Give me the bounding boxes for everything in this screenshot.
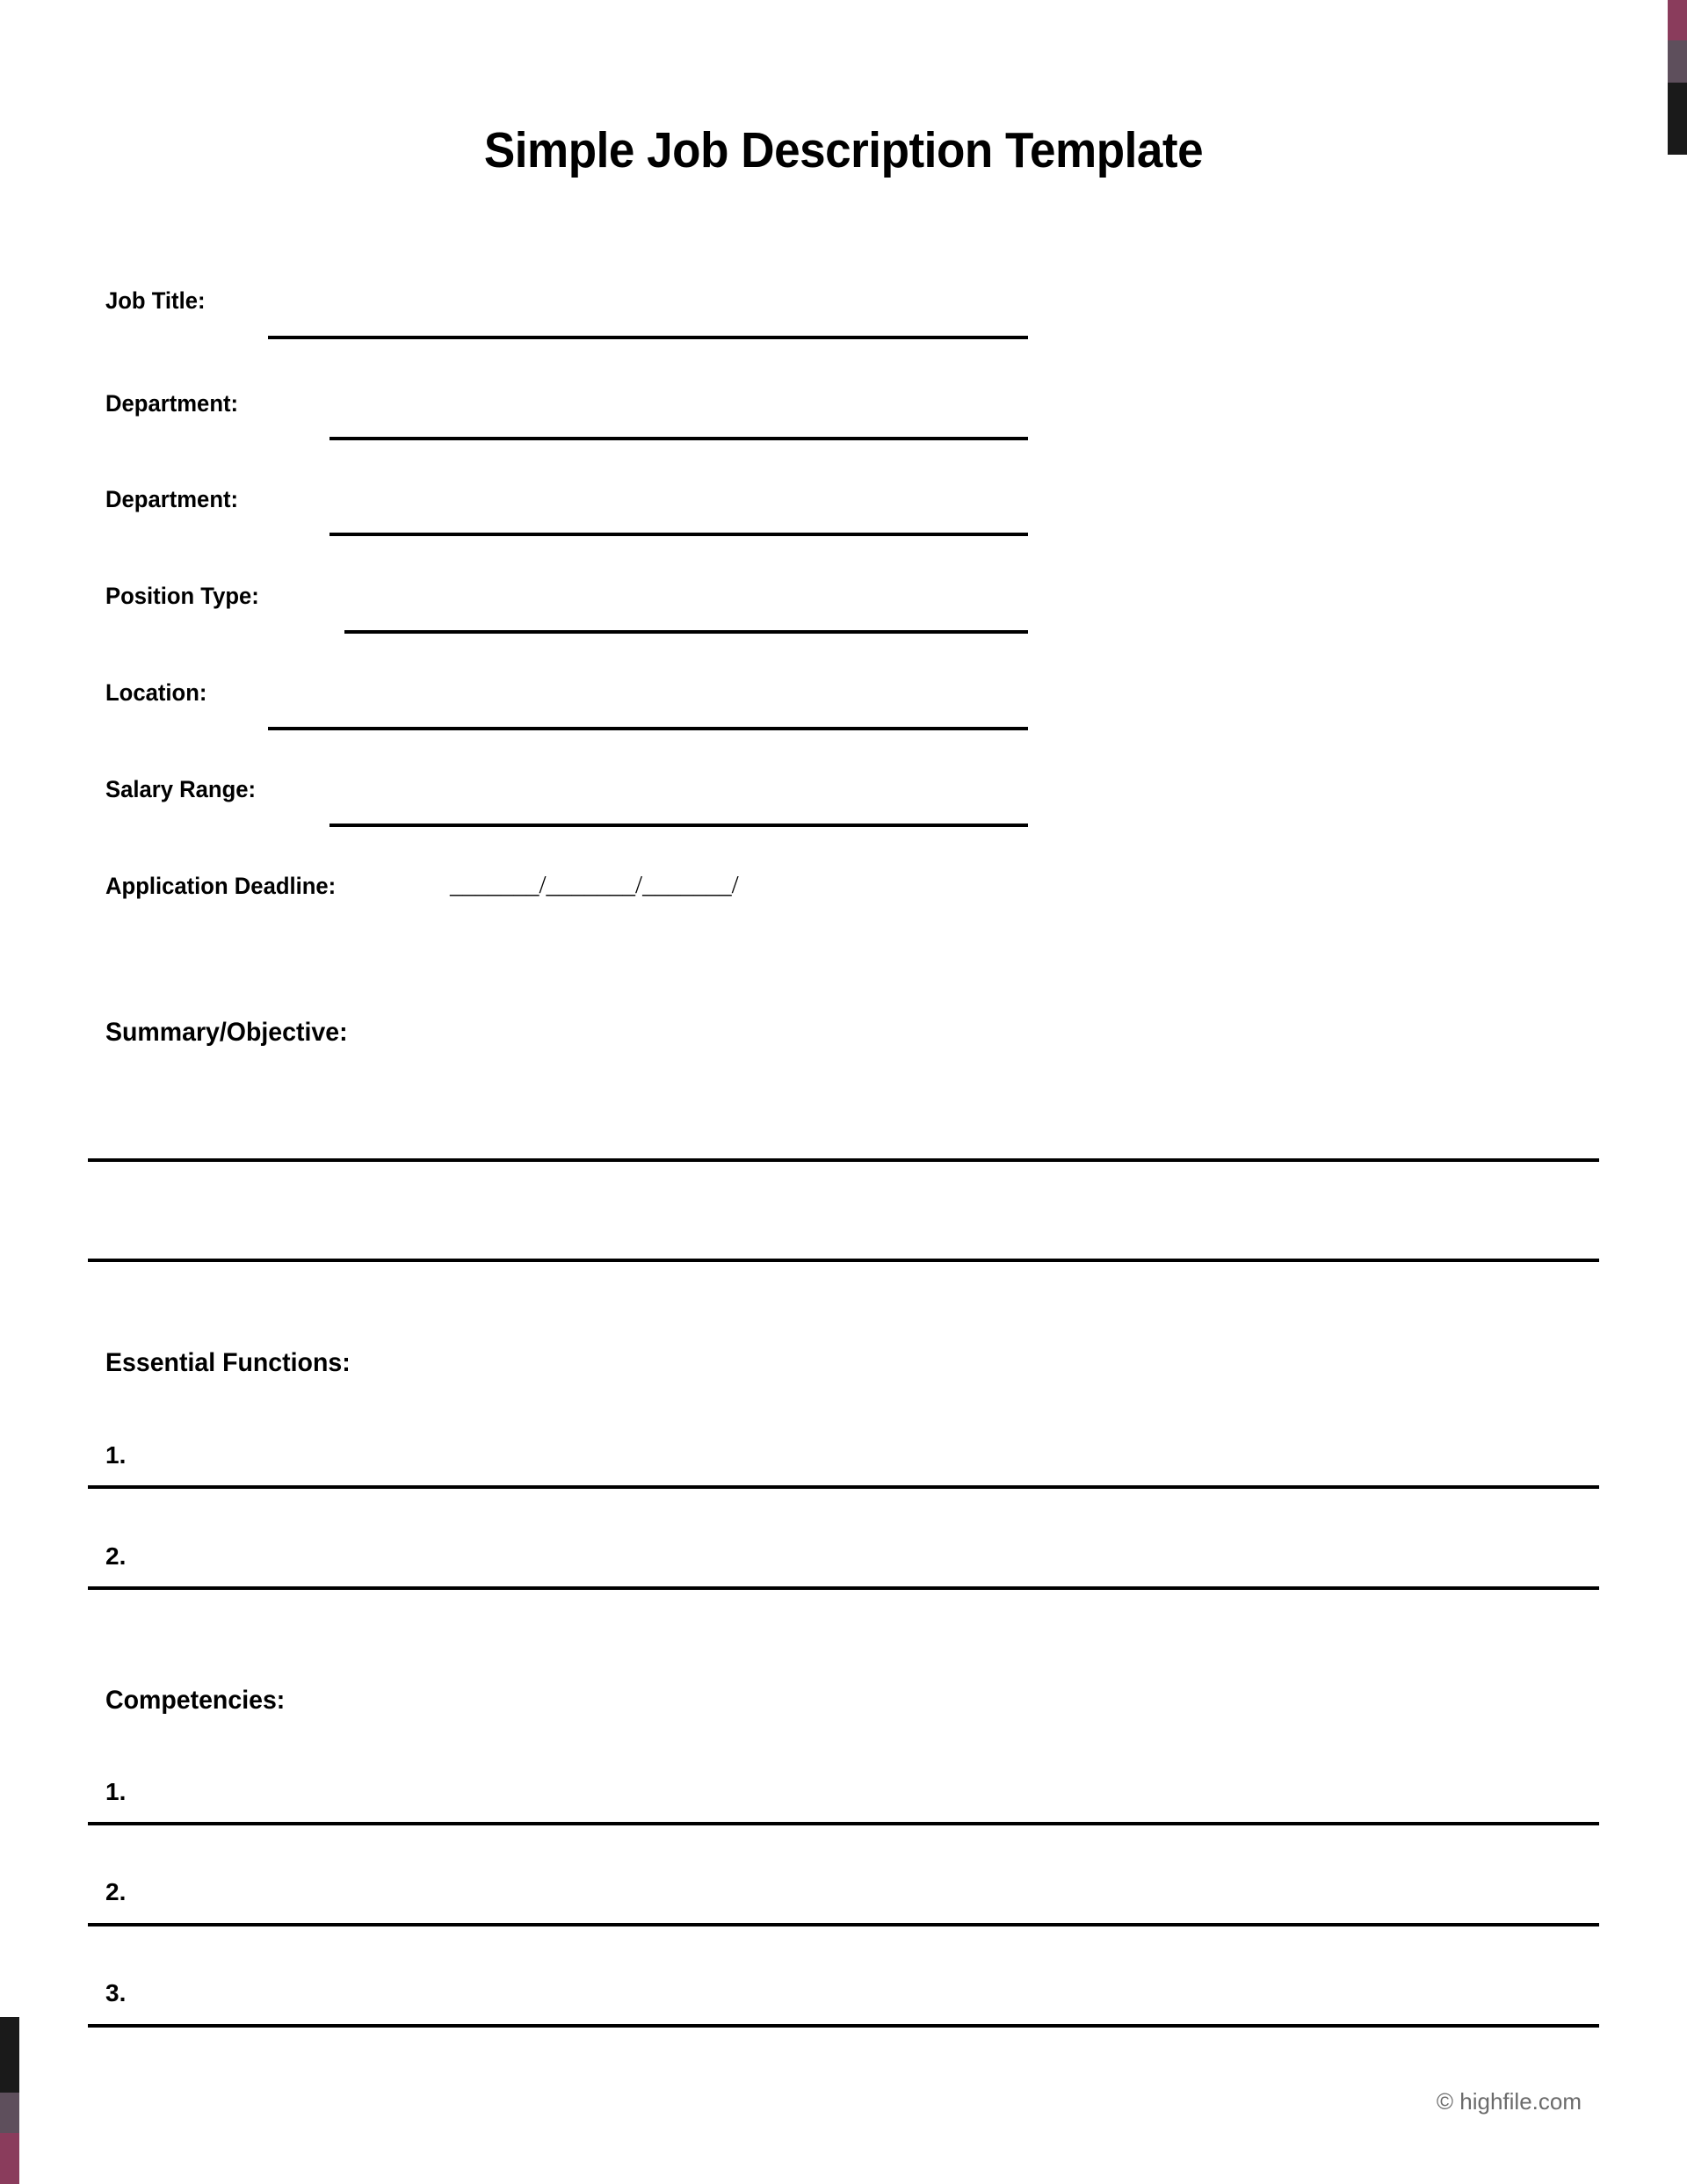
page-title: Simple Job Description Template	[483, 122, 1204, 178]
section-heading-summary-objective: Summary/Objective:	[105, 1018, 348, 1047]
field-label-position-type: Position Type:	[105, 583, 259, 609]
decoration-block-rose	[1668, 0, 1687, 40]
summary-objective-write-line[interactable]	[88, 1158, 1599, 1162]
competencies-write-line[interactable]	[88, 2024, 1599, 2028]
section-heading-essential-functions: Essential Functions:	[105, 1348, 351, 1377]
field-label-job-title: Job Title:	[105, 287, 206, 314]
decoration-block-black	[1668, 83, 1687, 155]
list-item-number: 2.	[105, 1878, 127, 1905]
field-rule-job-title[interactable]	[268, 336, 1028, 339]
section-heading-competencies: Competencies:	[105, 1686, 286, 1715]
field-label-application-deadline: Application Deadline:	[105, 873, 337, 899]
competencies-write-line[interactable]	[88, 1923, 1599, 1926]
field-label-location: Location:	[105, 679, 207, 706]
application-deadline-date-blanks[interactable]: _______/_______/_______/	[450, 871, 739, 899]
corner-decoration-top-right	[1668, 0, 1687, 155]
decoration-block-purple	[1668, 40, 1687, 83]
field-rule-salary-range[interactable]	[329, 824, 1028, 827]
decoration-block-rose	[0, 2133, 19, 2184]
corner-decoration-bottom-left	[0, 2017, 19, 2184]
copyright-watermark: © highfile.com	[1436, 2088, 1582, 2115]
decoration-block-black	[0, 2017, 19, 2093]
list-item-number: 3.	[105, 1979, 127, 2006]
list-item-number: 1.	[105, 1441, 127, 1469]
decoration-block-purple	[0, 2093, 19, 2133]
essential-functions-write-line[interactable]	[88, 1485, 1599, 1489]
summary-objective-write-line[interactable]	[88, 1259, 1599, 1262]
field-rule-position-type[interactable]	[344, 630, 1028, 634]
list-item-number: 2.	[105, 1542, 127, 1570]
field-label-department-2: Department:	[105, 486, 239, 512]
field-rule-department-2[interactable]	[329, 533, 1028, 536]
field-rule-department[interactable]	[329, 437, 1028, 440]
list-item-number: 1.	[105, 1778, 127, 1805]
field-label-department: Department:	[105, 390, 239, 417]
field-label-salary-range: Salary Range:	[105, 776, 257, 802]
field-rule-location[interactable]	[268, 727, 1028, 730]
essential-functions-write-line[interactable]	[88, 1586, 1599, 1590]
competencies-write-line[interactable]	[88, 1822, 1599, 1825]
